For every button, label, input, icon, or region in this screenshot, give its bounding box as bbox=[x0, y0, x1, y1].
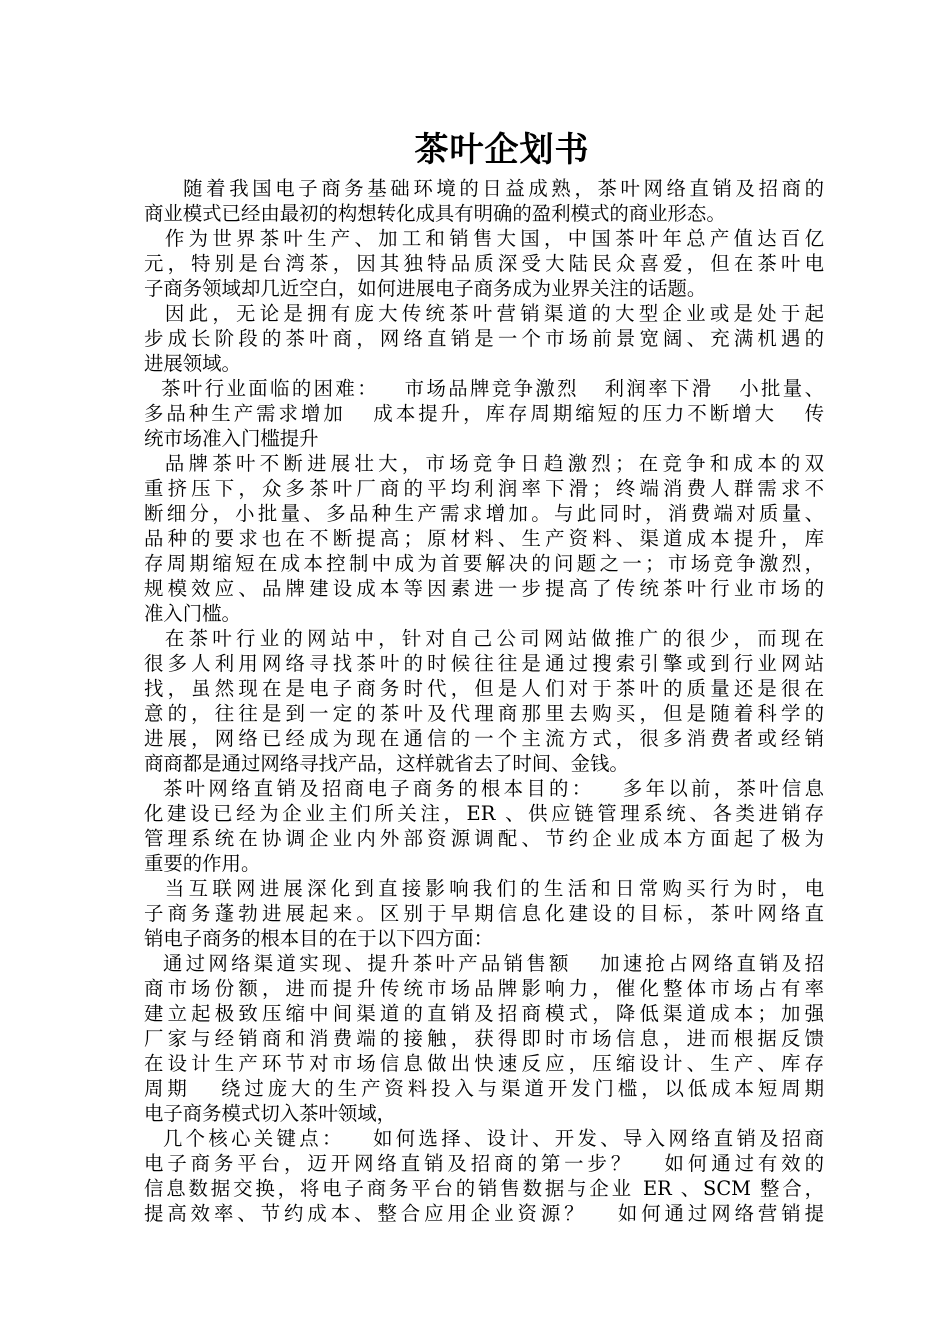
text-line: 几个核心关键点： 如何选择、设计、开发、导入网络直销及招商 bbox=[144, 1127, 824, 1150]
text-line: 重挤压下，众多茶叶厂商的平均利润率下滑；终端消费人群需求不 bbox=[144, 477, 824, 500]
text-line: 存周期缩短在成本控制中成为首要解决的问题之一；市场竞争激烈， bbox=[144, 552, 824, 575]
text-line: 品牌茶叶不断进展壮大，市场竞争日趋激烈；在竞争和成本的双 bbox=[144, 452, 824, 475]
document-body bbox=[144, 176, 824, 1226]
text-line: 随着我国电子商务基础环境的日益成熟，茶叶网络直销及招商的 bbox=[144, 177, 824, 200]
text-line: 断细分，小批量、多品种生产需求增加。与此同时，消费端对质量、 bbox=[144, 502, 824, 525]
text-line: 在设计生产环节对市场信息做出快速反应，压缩设计、生产、库存 bbox=[144, 1052, 824, 1075]
text-line: 很多人利用网络寻找茶叶的时候往往是通过搜索引擎或到行业网站 bbox=[144, 652, 824, 675]
text-line: 准入门槛。 bbox=[144, 602, 241, 625]
text-line: 进展，网络已经成为现在通信的一个主流方式，很多消费者或经销 bbox=[144, 727, 824, 750]
text-line: 管理系统在协调企业内外部资源调配、节约企业成本方面起了极为 bbox=[144, 827, 824, 850]
text-line: 周期 绕过庞大的生产资料投入与渠道开发门槛，以低成本短周期 bbox=[144, 1077, 824, 1100]
text-line: 元，特别是台湾茶，因其独特品质深受大陆民众喜爱，但在茶叶电 bbox=[144, 252, 824, 275]
text-line: 在茶叶行业的网站中，针对自己公司网站做推广的很少，而现在 bbox=[144, 627, 824, 650]
text-line: 进展领域。 bbox=[144, 352, 241, 375]
text-line: 商商都是通过网络寻找产品，这样就省去了时间、金钱。 bbox=[144, 752, 629, 775]
text-line: 茶叶行业面临的困难： 市场品牌竞争激烈 利润率下滑 小批量、 bbox=[144, 377, 824, 400]
text-line: 建立起极致压缩中间渠道的直销及招商模式，降低渠道成本；加强 bbox=[144, 1002, 824, 1025]
text-line: 通过网络渠道实现、提升茶叶产品销售额 加速抢占网络直销及招 bbox=[144, 952, 824, 975]
text-line: 当互联网进展深化到直接影响我们的生活和日常购买行为时，电 bbox=[144, 877, 824, 900]
text-line: 因此，无论是拥有庞大传统茶叶营销渠道的大型企业或是处于起 bbox=[144, 302, 824, 325]
text-line: 子商务蓬勃进展起来。区别于早期信息化建设的目标，茶叶网络直 bbox=[144, 902, 824, 925]
text-line: 重要的作用。 bbox=[144, 852, 261, 875]
text-line: 规模效应、品牌建设成本等因素进一步提高了传统茶叶行业市场的 bbox=[144, 577, 824, 600]
text-line: 茶叶网络直销及招商电子商务的根本目的： 多年以前，茶叶信息 bbox=[144, 777, 824, 800]
text-line: 意的，往往是到一定的茶叶及代理商那里去购买，但是随着科学的 bbox=[144, 702, 824, 725]
text-line: 电子商务平台，迈开网络直销及招商的第一步？ 如何通过有效的 bbox=[144, 1152, 824, 1175]
text-line: 步成长阶段的茶叶商，网络直销是一个市场前景宽阔、充满机遇的 bbox=[144, 327, 824, 350]
text-line: 作为世界茶叶生产、加工和销售大国，中国茶叶年总产值达百亿 bbox=[144, 227, 824, 250]
text-line: 电子商务模式切入茶叶领域， bbox=[144, 1102, 397, 1125]
text-line: 提高效率、节约成本、整合应用企业资源？ 如何通过网络营销提 bbox=[144, 1202, 824, 1225]
text-line: 品种的要求也在不断提高；原材料、生产资料、渠道成本提升，库 bbox=[144, 527, 824, 550]
text-line: 找，虽然现在是电子商务时代，但是人们对于茶叶的质量还是很在 bbox=[144, 677, 824, 700]
text-line: 商业模式已经由最初的构想转化成具有明确的盈利模式的商业形态。 bbox=[144, 202, 726, 225]
text-line: 厂家与经销商和消费端的接触，获得即时市场信息，进而根据反馈 bbox=[144, 1027, 824, 1050]
document-title: 茶叶企划书 bbox=[414, 130, 590, 170]
text-line: 信息数据交换，将电子商务平台的销售数据与企业 ER 、SCM 整合， bbox=[144, 1177, 824, 1200]
text-line: 销电子商务的根本目的在于以下四方面： bbox=[144, 927, 494, 950]
text-line: 商市场份额，进而提升传统市场品牌影响力，催化整体市场占有率 bbox=[144, 977, 824, 1000]
text-line: 化建设已经为企业主们所关注，ER 、供应链管理系统、各类进销存 bbox=[144, 802, 824, 825]
text-line: 统市场准入门槛提升 bbox=[144, 427, 319, 450]
text-line: 子商务领域却几近空白，如何进展电子商务成为业界关注的话题。 bbox=[144, 277, 707, 300]
text-line: 多品种生产需求增加 成本提升，库存周期缩短的压力不断增大 传 bbox=[144, 402, 824, 425]
